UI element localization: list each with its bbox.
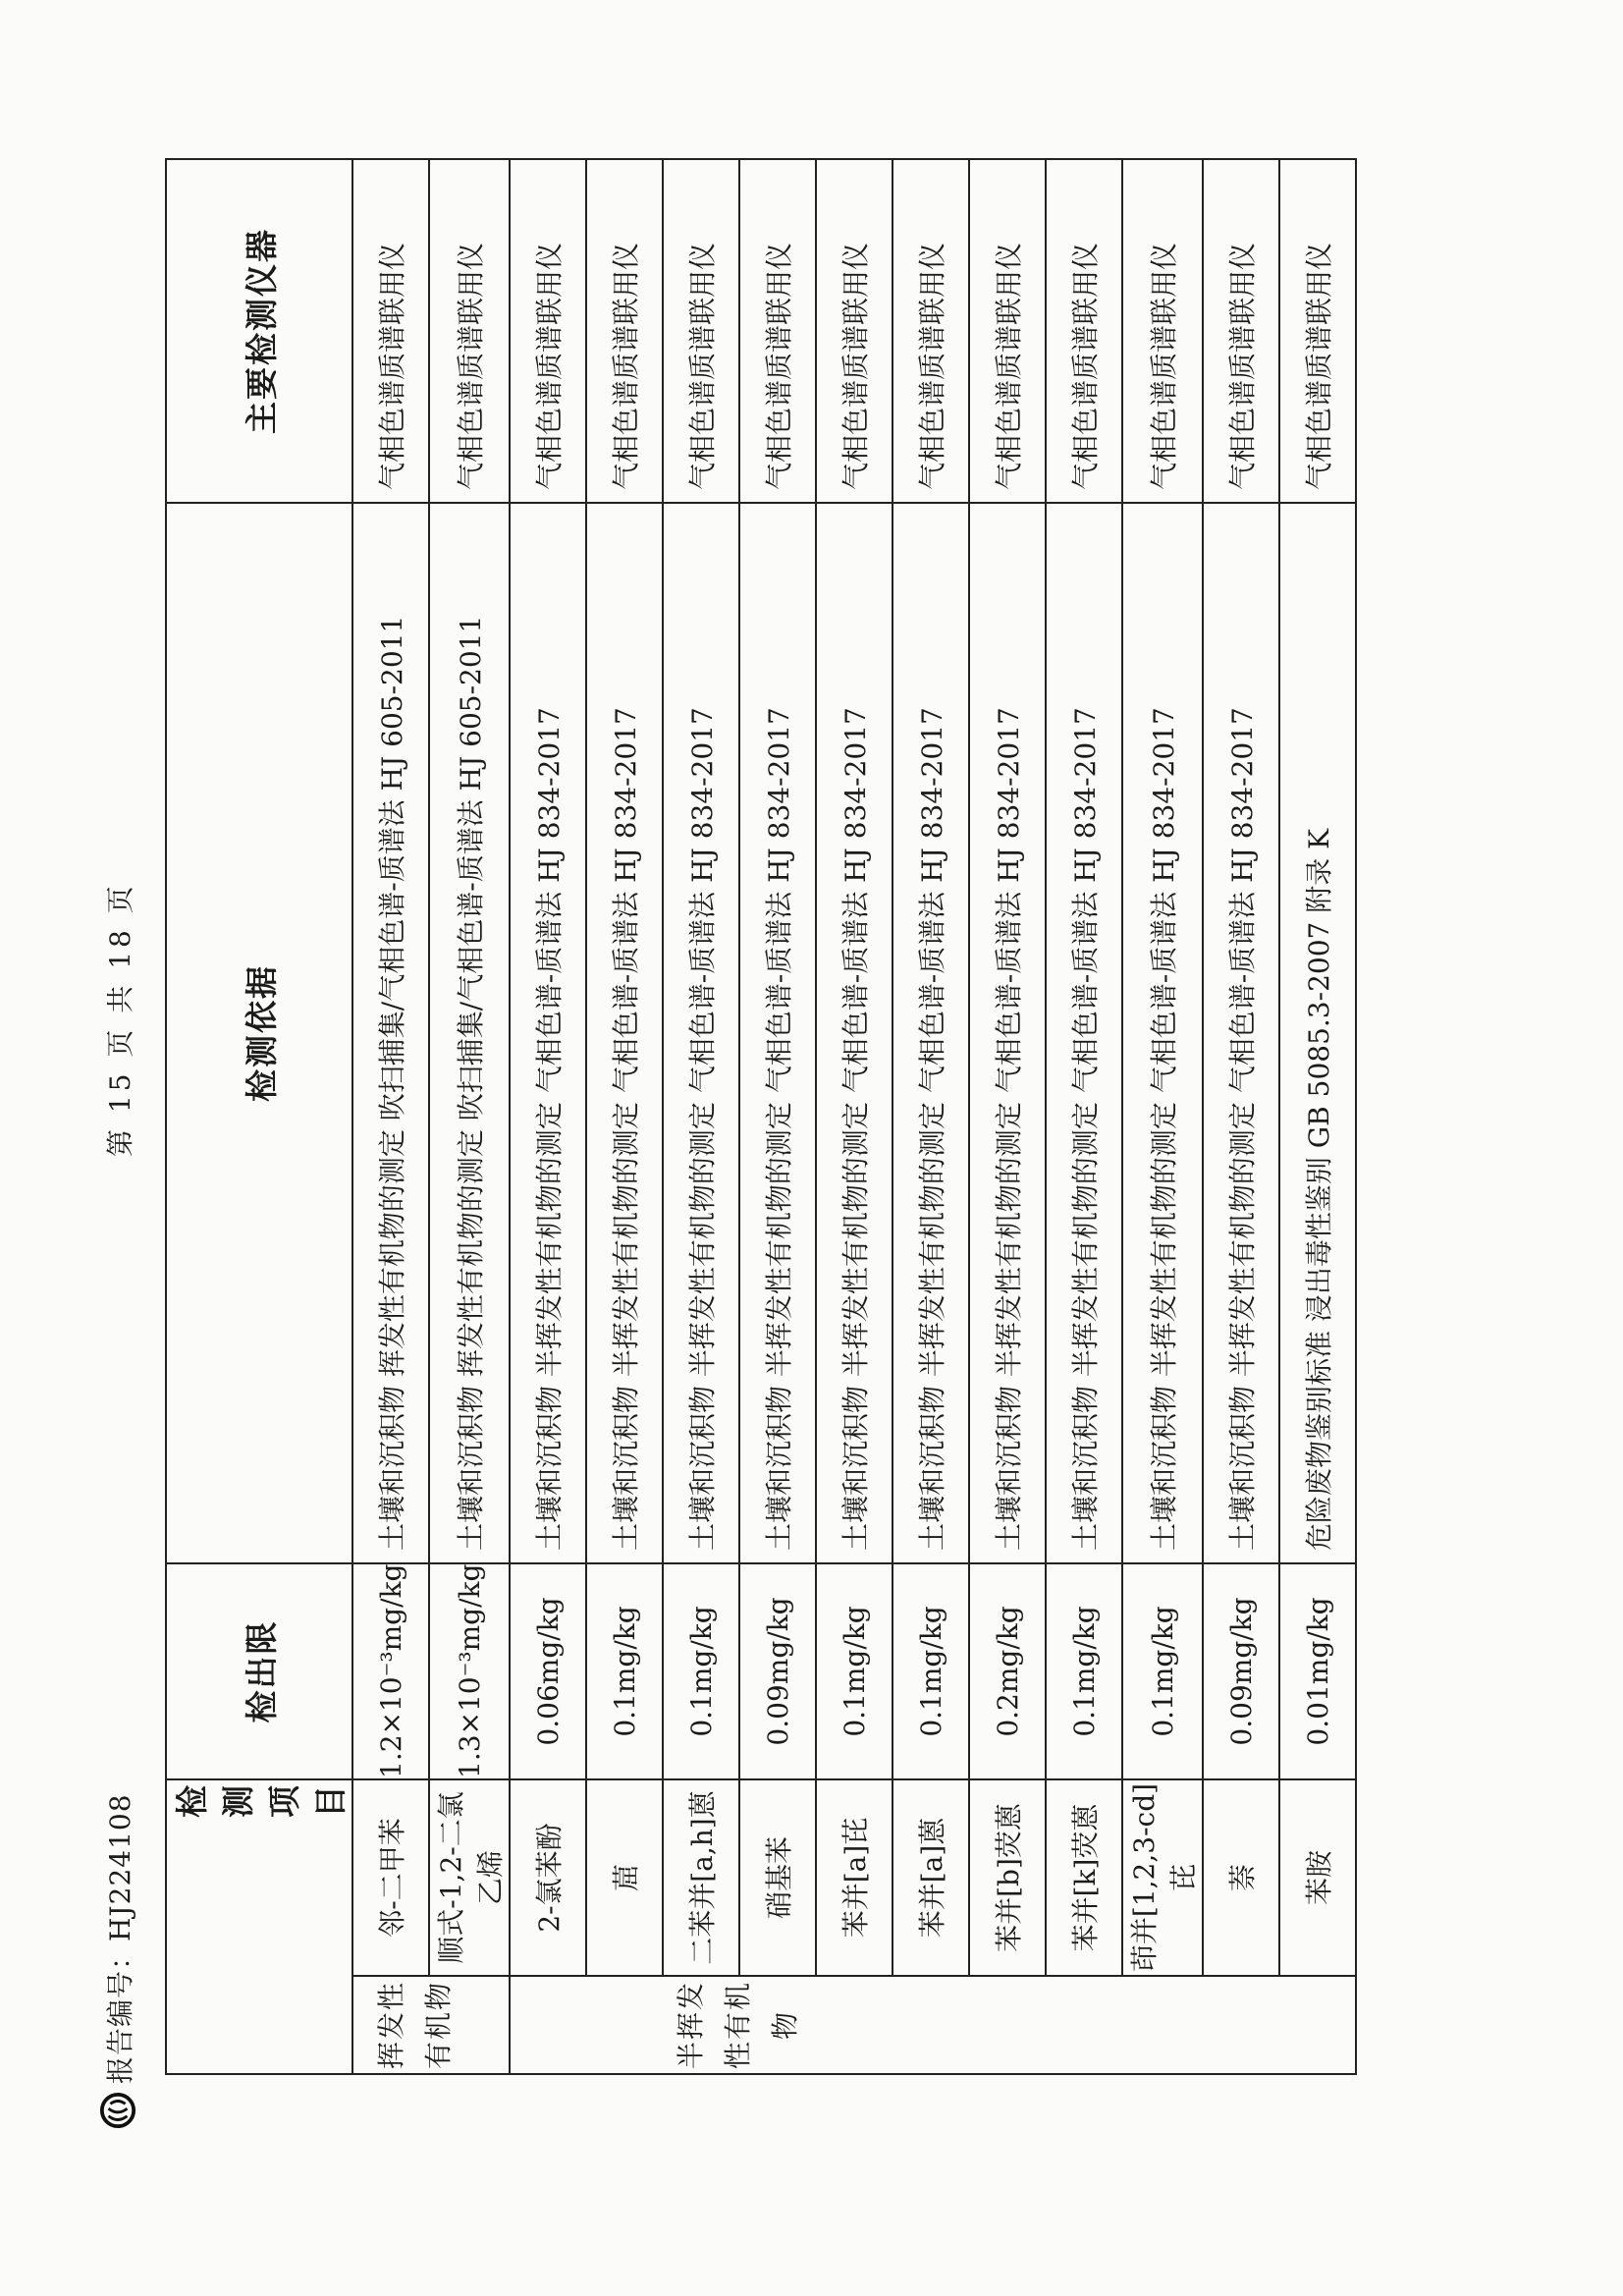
limit-cell: 0.09mg/kg (739, 1563, 816, 1779)
method-cell: 土壤和沉积物 半挥发性有机物的测定 气相色谱-质谱法 HJ 834-2017 (1122, 503, 1203, 1563)
table-row (1203, 159, 1279, 2074)
item-cell: 硝基苯 (739, 1779, 816, 1976)
item-cell: 茚并[1,2,3-cd]芘 (1122, 1779, 1203, 1976)
instrument-cell: 气相色谱质谱联用仪 (1279, 159, 1356, 503)
limit-cell: 0.2mg/kg (969, 1563, 1046, 1779)
table-row (1046, 159, 1122, 2074)
instrument-cell: 气相色谱质谱联用仪 (893, 159, 969, 503)
method-cell: 土壤和沉积物 半挥发性有机物的测定 气相色谱-质谱法 HJ 834-2017 (969, 503, 1046, 1563)
limit-cell: 0.1mg/kg (816, 1563, 893, 1779)
method-cell: 土壤和沉积物 半挥发性有机物的测定 气相色谱-质谱法 HJ 834-2017 (1046, 503, 1122, 1563)
method-cell: 土壤和沉积物 半挥发性有机物的测定 气相色谱-质谱法 HJ 834-2017 (739, 503, 816, 1563)
limit-cell: 0.1mg/kg (663, 1563, 739, 1779)
method-cell: 土壤和沉积物 半挥发性有机物的测定 气相色谱-质谱法 HJ 834-2017 (893, 503, 969, 1563)
instrument-cell: 气相色谱质谱联用仪 (352, 159, 429, 503)
instrument-cell: 气相色谱质谱联用仪 (969, 159, 1046, 503)
category-cell: 挥发性有机物 (352, 1976, 510, 2074)
page-header (93, 155, 142, 2139)
item-cell: 苯并[k]荧蒽 (1046, 1779, 1122, 1976)
instrument-cell: 气相色谱质谱联用仪 (816, 159, 893, 503)
method-cell: 危险废物鉴别标准 浸出毒性鉴别 GB 5085.3-2007 附录 K (1279, 503, 1356, 1563)
item-cell: 苯并[a]芘 (816, 1779, 893, 1976)
item-cell: 䓛 (586, 1779, 663, 1976)
page-indicator: 第 15 页 共 18 页 (104, 882, 136, 1157)
item-cell: 邻-二甲苯 (352, 1779, 429, 1976)
item-cell: 苯胺 (1279, 1779, 1356, 1976)
table-row (510, 159, 586, 2074)
category-cell: 半挥发性有机物 (510, 1976, 1356, 2074)
method-cell: 土壤和沉积物 半挥发性有机物的测定 气相色谱-质谱法 HJ 834-2017 (1203, 503, 1279, 1563)
table-row (586, 159, 663, 2074)
instrument-cell: 气相色谱质谱联用仪 (739, 159, 816, 503)
item-cell: 2-氯苯酚 (510, 1779, 586, 1976)
results-table (165, 158, 1357, 2075)
method-cell: 土壤和沉积物 半挥发性有机物的测定 气相色谱-质谱法 HJ 834-2017 (586, 503, 663, 1563)
table-row (1122, 159, 1203, 2074)
limit-cell: 1.2×10⁻³mg/kg (352, 1563, 429, 1779)
limit-cell: 0.1mg/kg (1046, 1563, 1122, 1779)
header-method: 检测依据 (166, 503, 352, 1563)
limit-cell: 0.01mg/kg (1279, 1563, 1356, 1779)
limit-cell: 1.3×10⁻³mg/kg (429, 1563, 510, 1779)
instrument-cell: 气相色谱质谱联用仪 (663, 159, 739, 503)
table-row (429, 159, 510, 2074)
method-cell: 土壤和沉积物 半挥发性有机物的测定 气相色谱-质谱法 HJ 834-2017 (663, 503, 739, 1563)
header-limit: 检出限 (166, 1563, 352, 1779)
method-cell: 土壤和沉积物 挥发性有机物的测定 吹扫捕集/气相色谱-质谱法 HJ 605-2011 (429, 503, 510, 1563)
instrument-cell: 气相色谱质谱联用仪 (1046, 159, 1122, 503)
instrument-cell: 气相色谱质谱联用仪 (1122, 159, 1203, 503)
limit-cell: 0.09mg/kg (1203, 1563, 1279, 1779)
table-row (816, 159, 893, 2074)
instrument-cell: 气相色谱质谱联用仪 (586, 159, 663, 503)
report-number: 报告编号：HJ224108 (104, 1793, 136, 2084)
company-logo-icon (99, 2092, 136, 2129)
limit-cell: 0.06mg/kg (510, 1563, 586, 1779)
limit-cell: 0.1mg/kg (586, 1563, 663, 1779)
item-cell: 苯并[a]蒽 (893, 1779, 969, 1976)
table-row (1279, 159, 1356, 2074)
header-item: 检测项目 (166, 1779, 352, 2074)
method-cell: 土壤和沉积物 挥发性有机物的测定 吹扫捕集/气相色谱-质谱法 HJ 605-2011 (352, 503, 429, 1563)
item-cell: 二苯并[a,h]蒽 (663, 1779, 739, 1976)
method-cell: 土壤和沉积物 半挥发性有机物的测定 气相色谱-质谱法 HJ 834-2017 (510, 503, 586, 1563)
table-row (969, 159, 1046, 2074)
table-row (893, 159, 969, 2074)
limit-cell: 0.1mg/kg (893, 1563, 969, 1779)
table-row (352, 159, 429, 2074)
instrument-cell: 气相色谱质谱联用仪 (429, 159, 510, 503)
instrument-cell: 气相色谱质谱联用仪 (1203, 159, 1279, 503)
limit-cell: 0.1mg/kg (1122, 1563, 1203, 1779)
item-cell: 苯并[b]荧蒽 (969, 1779, 1046, 1976)
method-cell: 土壤和沉积物 半挥发性有机物的测定 气相色谱-质谱法 HJ 834-2017 (816, 503, 893, 1563)
header-instrument: 主要检测仪器 (166, 159, 352, 503)
item-cell: 萘 (1203, 1779, 1279, 1976)
table-header-row (166, 159, 352, 2074)
table-row (739, 159, 816, 2074)
instrument-cell: 气相色谱质谱联用仪 (510, 159, 586, 503)
table-row (663, 159, 739, 2074)
item-cell: 顺式-1,2-二氯乙烯 (429, 1779, 510, 1976)
